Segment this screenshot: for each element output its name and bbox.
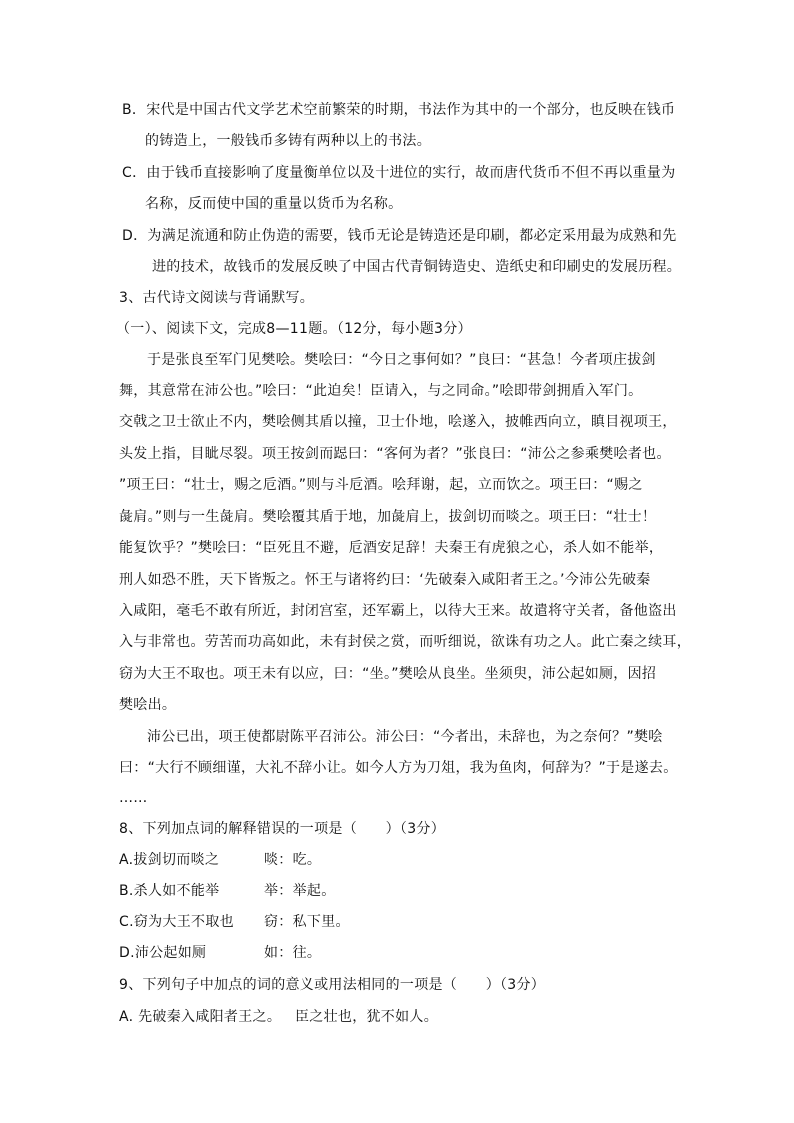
passage-line: ”项王曰：“壮士，赐之卮酒。”则与斗卮酒。哙拜谢，起，立而饮之。项王曰：“赐之 <box>119 477 643 493</box>
option-d-line2: 进的技术，故钱币的发展反映了中国古代青铜铸造史、造纸史和印刷史的发展历程。 <box>152 259 682 275</box>
question-8-option-a <box>119 845 322 876</box>
passage-line: 樊哙出。 <box>119 697 177 713</box>
passage-ellipsis: …… <box>119 790 148 806</box>
option-c-line2: 名称，反而使中国的重量以货币为名称。 <box>145 196 403 212</box>
passage-line: 入与非常也。劳苦而功高如此，未有封侯之赏，而听细说，欲诛有功之人。此亡秦之续耳， <box>119 634 691 650</box>
option-text: 由于钱币直接影响了度量衡单位以及十进位的实行，故而唐代货币不但不再以重量为 <box>146 165 676 181</box>
question-8-option-d <box>119 938 322 969</box>
option-c-line1 <box>122 158 676 189</box>
question-9-option-a <box>119 1002 438 1033</box>
passage-line: 彘肩。”则与一生彘肩。樊哙覆其盾于地，加彘肩上，拔剑切而啖之。项王曰：“壮士！ <box>119 509 657 525</box>
subsection-title: （一）、阅读下文，完成8—11题。（12分，每小题3分） <box>116 321 472 337</box>
option-text: A. 先破秦入咸阳者王之。 <box>119 1009 282 1025</box>
option-label: C． <box>122 165 147 181</box>
option-b-line1 <box>122 95 675 126</box>
option-explanation: 举：举起。 <box>264 883 336 899</box>
passage-line: 曰：“大行不顾细谨，大礼不辞小让。如今人方为刀俎，我为鱼肉，何辞为？”于是遂去。 <box>119 760 678 776</box>
option-text: C.窃为大王不取也 <box>119 914 234 930</box>
passage-line: 沛公已出，项王使都尉陈平召沛公。沛公曰：“今者出，未辞也，为之奈何？”樊哙 <box>147 729 663 745</box>
question-9-stem: 9、下列句子中加点的词的意义或用法相同的一项是（ ）（3分） <box>119 977 546 993</box>
option-b-line2: 的铸造上，一般钱币多铸有两种以上的书法。 <box>145 133 431 149</box>
question-8-option-c <box>119 907 350 938</box>
passage-line: 入咸阳，毫毛不敢有所近，封闭宫室，还军霸上，以待大王来。故遣将守关者，备他盗出 <box>119 603 677 619</box>
option-explanation: 啖：吃。 <box>264 852 322 868</box>
option-text: 宋代是中国古代文学艺术空前繁荣的时期，书法作为其中的一个部分，也反映在钱币 <box>146 102 676 118</box>
passage-line: 刑人如恐不胜，天下皆叛之。怀王与诸将约曰：‘先破秦入咸阳者王之。’今沛公先破秦 <box>119 572 651 588</box>
option-explanation: 窃：私下里。 <box>264 914 350 930</box>
question-8-option-b <box>119 876 336 907</box>
passage-line: 能复饮乎？”樊哙曰：“臣死且不避，卮酒安足辞！夫秦王有虎狼之心，杀人如不能举， <box>119 540 664 556</box>
passage-line: 头发上指，目眦尽裂。项王按剑而跽曰：“客何为者？”张良曰：“沛公之参乘樊哙者也。 <box>119 446 671 462</box>
section-title: 3、古代诗文阅读与背诵默写。 <box>119 290 315 306</box>
passage-line: 于是张良至军门见樊哙。樊哙曰：“今日之事何如？”良曰：“甚急！今者项庄拔剑 <box>147 352 656 368</box>
passage-line: 舞，其意常在沛公也。”哙曰：“此迫矣！臣请入，与之同命。”哙即带剑拥盾入军门。 <box>119 383 643 399</box>
option-explanation: 如：往。 <box>264 945 322 961</box>
option-d-line1 <box>122 221 677 252</box>
option-text: 为满足流通和防止伪造的需要，钱币无论是铸造还是印刷，都必定采用最为成熟和先 <box>147 228 677 244</box>
question-8-stem: 8、下列加点词的解释错误的一项是（ ）（3分） <box>119 821 446 837</box>
passage-line: 交戟之卫士欲止不内，樊哙侧其盾以撞，卫士仆地，哙遂入，披帷西向立，瞋目视项王， <box>119 414 677 430</box>
option-compare: 臣之壮也，犹不如人。 <box>295 1009 438 1025</box>
passage-line: 窃为大王不取也。项王未有以应，曰：“坐。”樊哙从良坐。坐须臾，沛公起如厕，因招 <box>119 666 657 682</box>
option-text: A.拔剑切而啖之 <box>119 852 220 868</box>
option-text: D.沛公起如厕 <box>119 945 207 961</box>
option-label: D． <box>122 228 148 244</box>
option-label: B． <box>122 102 147 118</box>
option-text: B.杀人如不能举 <box>119 883 220 899</box>
